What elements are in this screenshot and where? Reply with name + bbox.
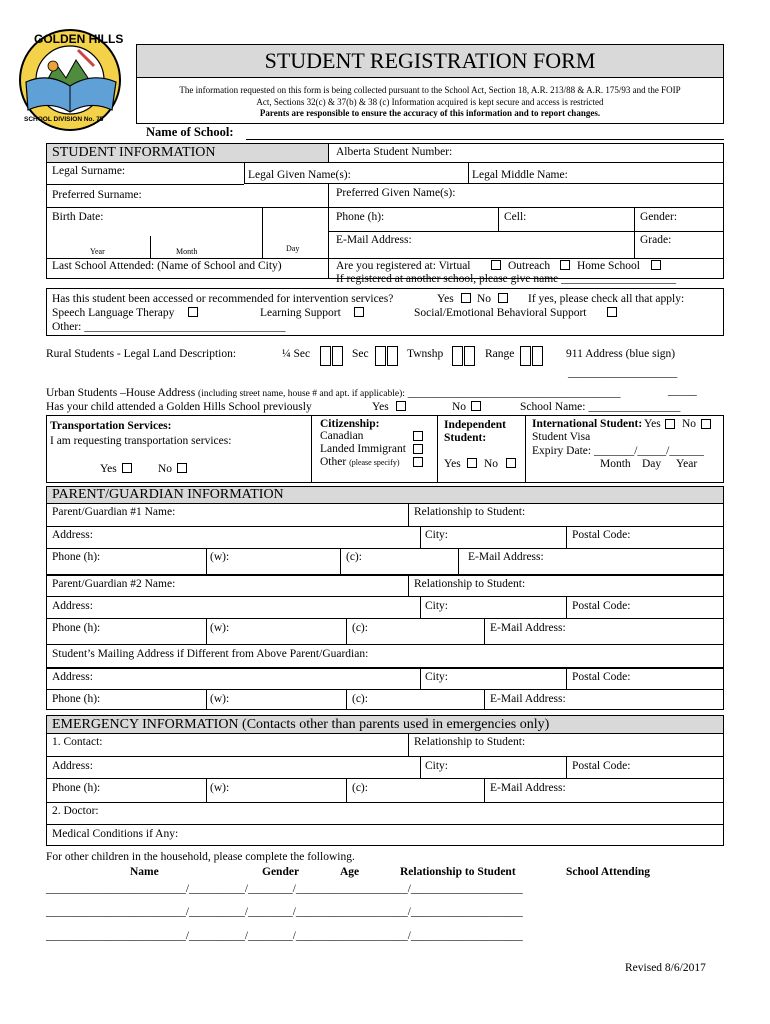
citizenship-title: Citizenship: bbox=[320, 418, 380, 430]
learning-support-label: Learning Support bbox=[260, 307, 341, 319]
attended-previously-question: Has your child attended a Golden Hills School previously bbox=[46, 401, 312, 413]
home-school-checkbox[interactable] bbox=[651, 260, 661, 270]
independent-title-2: Student: bbox=[444, 432, 487, 444]
emergency-relationship[interactable]: Relationship to Student: bbox=[414, 736, 526, 748]
household-col-relationship: Relationship to Student bbox=[400, 866, 516, 878]
section-label: Sec bbox=[352, 348, 369, 360]
emergency-city[interactable]: City: bbox=[425, 760, 449, 772]
township-box-2[interactable] bbox=[464, 346, 475, 366]
if-yes-instruction: If yes, please check all that apply: bbox=[528, 293, 685, 305]
parent2-postal[interactable]: Postal Code: bbox=[572, 600, 631, 612]
outreach-label: Outreach bbox=[508, 260, 551, 272]
parent2-phone-cell[interactable]: (c): bbox=[352, 622, 368, 634]
independent-no-checkbox[interactable] bbox=[506, 458, 516, 468]
other-citizenship bbox=[320, 456, 399, 469]
parent1-phone-home[interactable]: Phone (h): bbox=[52, 551, 101, 563]
notice-line-2: Act, Sections 32(c) & 37(b) & 38 (c) Information acquired is kept secure and access is restricted bbox=[256, 97, 604, 107]
revised-date: Revised 8/6/2017 bbox=[625, 962, 706, 974]
quarter-section-label: ¼ Sec bbox=[282, 348, 311, 360]
speech-therapy-label: Speech Language Therapy bbox=[52, 307, 175, 319]
phone-home[interactable]: Phone (h): bbox=[336, 211, 385, 223]
canadian-checkbox[interactable] bbox=[413, 431, 423, 441]
transport-yes-label: Yes bbox=[100, 463, 117, 475]
expiry-month: Month bbox=[600, 458, 631, 470]
transport-request-line: I am requesting transportation services: bbox=[50, 435, 232, 447]
intervention-yes-checkbox[interactable] bbox=[461, 293, 471, 303]
home-school-label: Home School bbox=[577, 260, 640, 272]
parent1-relationship[interactable]: Relationship to Student: bbox=[414, 506, 526, 518]
logo-text-bottom: SCHOOL DIVISION No. 75 bbox=[24, 116, 104, 123]
international-title: International Student: bbox=[532, 418, 643, 430]
legal-middle-name[interactable]: Legal Middle Name: bbox=[472, 169, 568, 181]
parent-section-title: PARENT/GUARDIAN INFORMATION bbox=[52, 487, 284, 502]
medical-conditions[interactable]: Medical Conditions if Any: bbox=[52, 828, 179, 840]
student-email[interactable]: E-Mail Address: bbox=[336, 234, 412, 246]
birth-month: Month bbox=[176, 247, 198, 256]
attended-no-checkbox[interactable] bbox=[471, 401, 481, 411]
parent2-phone-home[interactable]: Phone (h): bbox=[52, 622, 101, 634]
student-visa-label: Student Visa bbox=[532, 431, 591, 443]
preferred-surname[interactable]: Preferred Surname: bbox=[52, 189, 142, 201]
parent1-postal[interactable]: Postal Code: bbox=[572, 529, 631, 541]
township-box-1[interactable] bbox=[452, 346, 463, 366]
household-row-2[interactable]: _________________________/__________/________/____________________/____________________ bbox=[46, 906, 523, 918]
registered-at-question: Are you registered at: Virtual bbox=[336, 260, 471, 272]
parent2-name[interactable]: Parent/Guardian #2 Name: bbox=[52, 578, 176, 590]
landed-immigrant-label: Landed Immigrant bbox=[320, 443, 406, 455]
intervention-yes-label: Yes bbox=[437, 293, 454, 305]
birth-day: Day bbox=[286, 244, 300, 253]
school-division-logo bbox=[8, 20, 132, 138]
household-col-gender: Gender bbox=[262, 866, 300, 878]
transport-yes-checkbox[interactable] bbox=[122, 463, 132, 473]
speech-therapy-checkbox[interactable] bbox=[188, 307, 198, 317]
mailing-city[interactable]: City: bbox=[425, 671, 449, 683]
school-name-label: Name of School: bbox=[146, 125, 234, 139]
parent2-email[interactable]: E-Mail Address: bbox=[490, 622, 566, 634]
parent1-email[interactable]: E-Mail Address: bbox=[468, 551, 544, 563]
parent2-address[interactable]: Address: bbox=[52, 600, 93, 612]
range-box-2[interactable] bbox=[532, 346, 543, 366]
parent1-name[interactable]: Parent/Guardian #1 Name: bbox=[52, 506, 176, 518]
parent1-city[interactable]: City: bbox=[425, 529, 449, 541]
household-row-3[interactable]: _________________________/__________/________/____________________/____________________ bbox=[46, 930, 523, 942]
independent-yes-checkbox[interactable] bbox=[467, 458, 477, 468]
emergency-phone-home[interactable]: Phone (h): bbox=[52, 782, 101, 794]
emergency-phone-cell[interactable]: (c): bbox=[352, 782, 368, 794]
outreach-checkbox[interactable] bbox=[560, 260, 570, 270]
emergency-email[interactable]: E-Mail Address: bbox=[490, 782, 566, 794]
form-title: STUDENT REGISTRATION FORM bbox=[264, 48, 596, 73]
independent-title-1: Independent bbox=[444, 419, 506, 431]
urban-address-label bbox=[46, 387, 621, 401]
expiry-year: Year bbox=[676, 458, 698, 470]
mailing-address-label: Student’s Mailing Address if Different from Above Parent/Guardian: bbox=[52, 648, 369, 660]
household-col-age: Age bbox=[340, 866, 360, 878]
household-col-name: Name bbox=[130, 866, 159, 878]
rural-land-label: Rural Students - Legal Land Description: bbox=[46, 348, 237, 360]
household-row-1[interactable]: _________________________/__________/________/____________________/____________________ bbox=[46, 883, 523, 895]
birth-year: Year bbox=[90, 247, 105, 256]
parent2-city[interactable]: City: bbox=[425, 600, 449, 612]
emergency-postal[interactable]: Postal Code: bbox=[572, 760, 631, 772]
international-no-checkbox[interactable] bbox=[701, 419, 711, 429]
other-services-field[interactable]: Other: ___________________________________ bbox=[52, 321, 286, 333]
expiry-day: Day bbox=[642, 458, 662, 470]
previous-school-name[interactable]: School Name: ________________ bbox=[520, 401, 681, 413]
international-yes-label: Yes bbox=[644, 418, 661, 430]
transport-title: Transportation Services: bbox=[50, 420, 172, 432]
transport-no-checkbox[interactable] bbox=[177, 463, 187, 473]
other-school-name[interactable]: If registered at another school, please give name ____________________ bbox=[336, 273, 677, 285]
logo-text-top: GOLDEN HILLS bbox=[34, 32, 124, 46]
emergency-phone-work[interactable]: (w): bbox=[210, 782, 230, 794]
doctor[interactable]: 2. Doctor: bbox=[52, 805, 99, 817]
parent2-phone-work[interactable]: (w): bbox=[210, 622, 230, 634]
urban-label-text: Urban Students –House Address bbox=[46, 387, 196, 399]
emergency-section-title: EMERGENCY INFORMATION (Contacts other than parents used in emergencies only) bbox=[52, 717, 550, 732]
learning-support-checkbox[interactable] bbox=[354, 307, 364, 317]
mailing-email[interactable]: E-Mail Address: bbox=[490, 693, 566, 705]
transport-no-label: No bbox=[158, 463, 173, 475]
legal-given-name[interactable]: Legal Given Name(s): bbox=[248, 169, 351, 181]
township-label: Twnshp bbox=[407, 348, 444, 360]
mailing-phone-home[interactable]: Phone (h): bbox=[52, 693, 101, 705]
attended-no-label: No bbox=[452, 401, 467, 413]
school-name-field[interactable] bbox=[246, 139, 724, 140]
urban-address-field[interactable]: _____________________________________ bbox=[407, 387, 621, 399]
range-label: Range bbox=[485, 348, 515, 360]
mailing-phone-work[interactable]: (w): bbox=[210, 693, 230, 705]
mailing-phone-cell[interactable]: (c): bbox=[352, 693, 368, 705]
mailing-postal[interactable]: Postal Code: bbox=[572, 671, 631, 683]
intervention-no-checkbox[interactable] bbox=[498, 293, 508, 303]
virtual-checkbox[interactable] bbox=[491, 260, 501, 270]
other-citizenship-checkbox[interactable] bbox=[413, 457, 423, 467]
canadian-label: Canadian bbox=[320, 430, 364, 442]
attended-yes-checkbox[interactable] bbox=[396, 401, 406, 411]
independent-yes-label: Yes bbox=[444, 458, 461, 470]
household-intro: For other children in the household, please complete the following. bbox=[46, 851, 355, 863]
section-box-1[interactable] bbox=[375, 346, 386, 366]
visa-expiry-field[interactable]: Expiry Date: _______/_____/______ bbox=[532, 445, 704, 457]
notice-bold: Parents are responsible to ensure the accuracy of this information and to report changes. bbox=[259, 108, 601, 118]
cell-phone[interactable]: Cell: bbox=[504, 211, 527, 223]
international-no-label: No bbox=[682, 418, 697, 430]
grade[interactable]: Grade: bbox=[640, 234, 672, 246]
gender[interactable]: Gender: bbox=[640, 211, 678, 223]
parent1-phone-cell[interactable]: (c): bbox=[346, 551, 362, 563]
preferred-given-name[interactable]: Preferred Given Name(s): bbox=[336, 187, 456, 199]
alberta-student-number[interactable]: Alberta Student Number: bbox=[336, 146, 453, 158]
birth-date[interactable]: Birth Date: bbox=[52, 211, 104, 223]
address-911-field[interactable]: ___________________ bbox=[568, 367, 678, 379]
emergency-contact[interactable]: 1. Contact: bbox=[52, 736, 103, 748]
range-box-1[interactable] bbox=[520, 346, 531, 366]
legal-surname[interactable]: Legal Surname: bbox=[52, 165, 126, 177]
parent2-relationship[interactable]: Relationship to Student: bbox=[414, 578, 526, 590]
other-citizenship-note: (please specify) bbox=[349, 458, 400, 467]
quarter-section-box-2[interactable] bbox=[332, 346, 343, 366]
parent1-phone-work[interactable]: (w): bbox=[210, 551, 230, 563]
student-section-title: STUDENT INFORMATION bbox=[52, 145, 216, 160]
section-box-2[interactable] bbox=[387, 346, 398, 366]
last-school-attended[interactable]: Last School Attended: (Name of School and City) bbox=[52, 260, 282, 272]
emergency-address[interactable]: Address: bbox=[52, 760, 93, 772]
attended-yes-label: Yes bbox=[372, 401, 389, 413]
international-yes-checkbox[interactable] bbox=[665, 419, 675, 429]
quarter-section-box-1[interactable] bbox=[320, 346, 331, 366]
intervention-no-label: No bbox=[477, 293, 492, 305]
landed-immigrant-checkbox[interactable] bbox=[413, 444, 423, 454]
social-emotional-checkbox[interactable] bbox=[607, 307, 617, 317]
notice-line-1: The information requested on this form is being collected pursuant to the School Act, Section 18, A.R. 213/88 & A.R. 175/93 and the FOIP bbox=[179, 85, 681, 95]
address-911-field-end[interactable]: _____ bbox=[668, 385, 697, 397]
household-col-school: School Attending bbox=[566, 866, 651, 878]
parent1-address[interactable]: Address: bbox=[52, 529, 93, 541]
social-emotional-label: Social/Emotional Behavioral Support bbox=[414, 307, 587, 319]
intervention-question: Has this student been accessed or recommended for intervention services? bbox=[52, 293, 394, 305]
independent-no-label: No bbox=[484, 458, 499, 470]
other-citizenship-label: Other bbox=[320, 456, 347, 468]
mailing-address[interactable]: Address: bbox=[52, 671, 93, 683]
address-911-label: 911 Address (blue sign) bbox=[566, 348, 676, 360]
urban-note: (including street name, house # and apt. if applicable): bbox=[198, 389, 405, 399]
